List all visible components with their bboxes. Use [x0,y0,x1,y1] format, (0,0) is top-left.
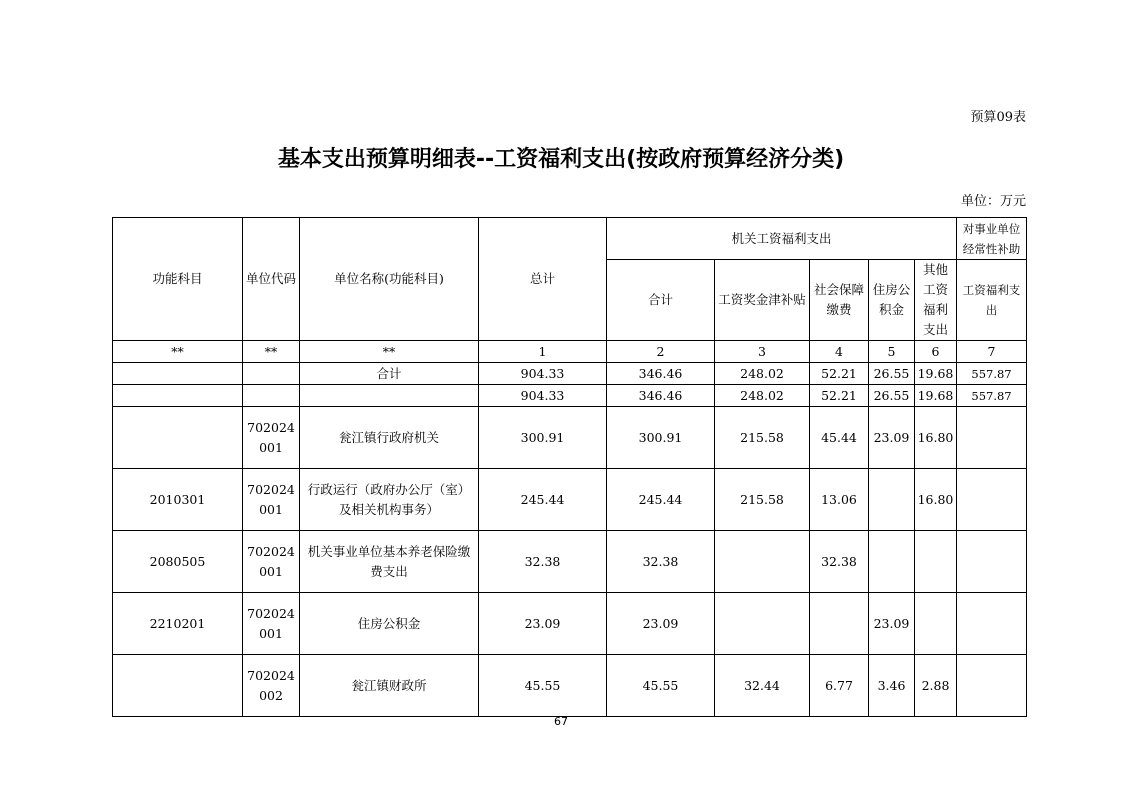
index-cell: 3 [715,341,810,363]
table-row [113,385,1027,407]
cell-social: 13.06 [810,469,869,531]
cell-housing: 23.09 [869,593,915,655]
table-row [113,531,1027,593]
cell-housing [869,469,915,531]
cell-subtotal: 32.38 [607,531,715,593]
cell-salary: 215.58 [715,407,810,469]
unit-label: 单位：万元 [960,194,1026,209]
cell-code: 702024001 [243,531,300,593]
cell-other: 19.68 [915,363,957,385]
cell-welfare: 557.87 [957,385,1027,407]
cell-welfare [957,531,1027,593]
header-unit-code: 单位代码 [243,218,300,341]
cell-welfare [957,655,1027,717]
header-organ-group: 机关工资福利支出 [607,218,957,260]
cell-welfare [957,593,1027,655]
cell-code: 702024002 [243,655,300,717]
cell-func: 2210201 [113,593,243,655]
cell-total: 904.33 [479,385,607,407]
cell-subtotal: 245.44 [607,469,715,531]
cell-housing: 26.55 [869,363,915,385]
cell-salary: 32.44 [715,655,810,717]
cell-subtotal: 45.55 [607,655,715,717]
index-cell: 4 [810,341,869,363]
cell-subtotal: 346.46 [607,385,715,407]
cell-name [300,385,479,407]
cell-other: 16.80 [915,407,957,469]
cell-other: 19.68 [915,385,957,407]
cell-salary: 248.02 [715,363,810,385]
cell-salary: 248.02 [715,385,810,407]
cell-code: 702024001 [243,593,300,655]
index-cell: ** [113,341,243,363]
cell-other: 2.88 [915,655,957,717]
header-wage-welfare: 工资福利支出 [957,260,1027,341]
header-social: 社会保障缴费 [810,260,869,341]
cell-other [915,593,957,655]
header-func-subject: 功能科目 [113,218,243,341]
header-housing: 住房公积金 [869,260,915,341]
cell-total: 300.91 [479,407,607,469]
cell-func: 2080505 [113,531,243,593]
index-cell: 2 [607,341,715,363]
cell-salary: 215.58 [715,469,810,531]
header-subsidy-group: 对事业单位经常性补助 [957,218,1027,260]
cell-name: 合计 [300,363,479,385]
index-cell: 1 [479,341,607,363]
table-row [113,655,1027,717]
cell-social: 6.77 [810,655,869,717]
index-cell: ** [243,341,300,363]
cell-name: 机关事业单位基本养老保险缴费支出 [300,531,479,593]
cell-housing: 23.09 [869,407,915,469]
index-cell: ** [300,341,479,363]
index-cell: 6 [915,341,957,363]
cell-name: 瓮江镇行政府机关 [300,407,479,469]
cell-code [243,363,300,385]
cell-total: 32.38 [479,531,607,593]
cell-social: 45.44 [810,407,869,469]
header-other: 其他工资福利支出 [915,260,957,341]
cell-code [243,385,300,407]
cell-func [113,363,243,385]
cell-total: 45.55 [479,655,607,717]
cell-subtotal: 346.46 [607,363,715,385]
table-row [113,469,1027,531]
index-cell: 7 [957,341,1027,363]
cell-other: 16.80 [915,469,957,531]
cell-func [113,407,243,469]
cell-social: 52.21 [810,385,869,407]
header-subtotal: 合计 [607,260,715,341]
cell-welfare [957,407,1027,469]
page-title: 基本支出预算明细表--工资福利支出(按政府预算经济分类) [277,147,845,172]
cell-social: 52.21 [810,363,869,385]
cell-func: 2010301 [113,469,243,531]
cell-name: 瓮江镇财政所 [300,655,479,717]
cell-housing: 26.55 [869,385,915,407]
cell-total: 904.33 [479,363,607,385]
budget-table [112,217,1027,717]
cell-func [113,385,243,407]
table-row [113,363,1027,385]
cell-code: 702024001 [243,469,300,531]
cell-code: 702024001 [243,407,300,469]
table-row [113,593,1027,655]
form-label: 预算09表 [970,110,1026,125]
index-cell: 5 [869,341,915,363]
page-number: 67 [554,715,568,728]
header-salary: 工资奖金津补贴 [715,260,810,341]
table-row [113,407,1027,469]
cell-name: 行政运行（政府办公厅（室）及相关机构事务） [300,469,479,531]
cell-social [810,593,869,655]
cell-func [113,655,243,717]
cell-total: 23.09 [479,593,607,655]
header-unit-name: 单位名称(功能科目) [300,218,479,341]
cell-subtotal: 300.91 [607,407,715,469]
cell-other [915,531,957,593]
cell-welfare: 557.87 [957,363,1027,385]
header-total: 总计 [479,218,607,341]
cell-housing: 3.46 [869,655,915,717]
cell-name: 住房公积金 [300,593,479,655]
cell-social: 32.38 [810,531,869,593]
cell-housing [869,531,915,593]
cell-salary [715,531,810,593]
cell-total: 245.44 [479,469,607,531]
cell-subtotal: 23.09 [607,593,715,655]
index-row [113,341,1027,363]
cell-welfare [957,469,1027,531]
cell-salary [715,593,810,655]
